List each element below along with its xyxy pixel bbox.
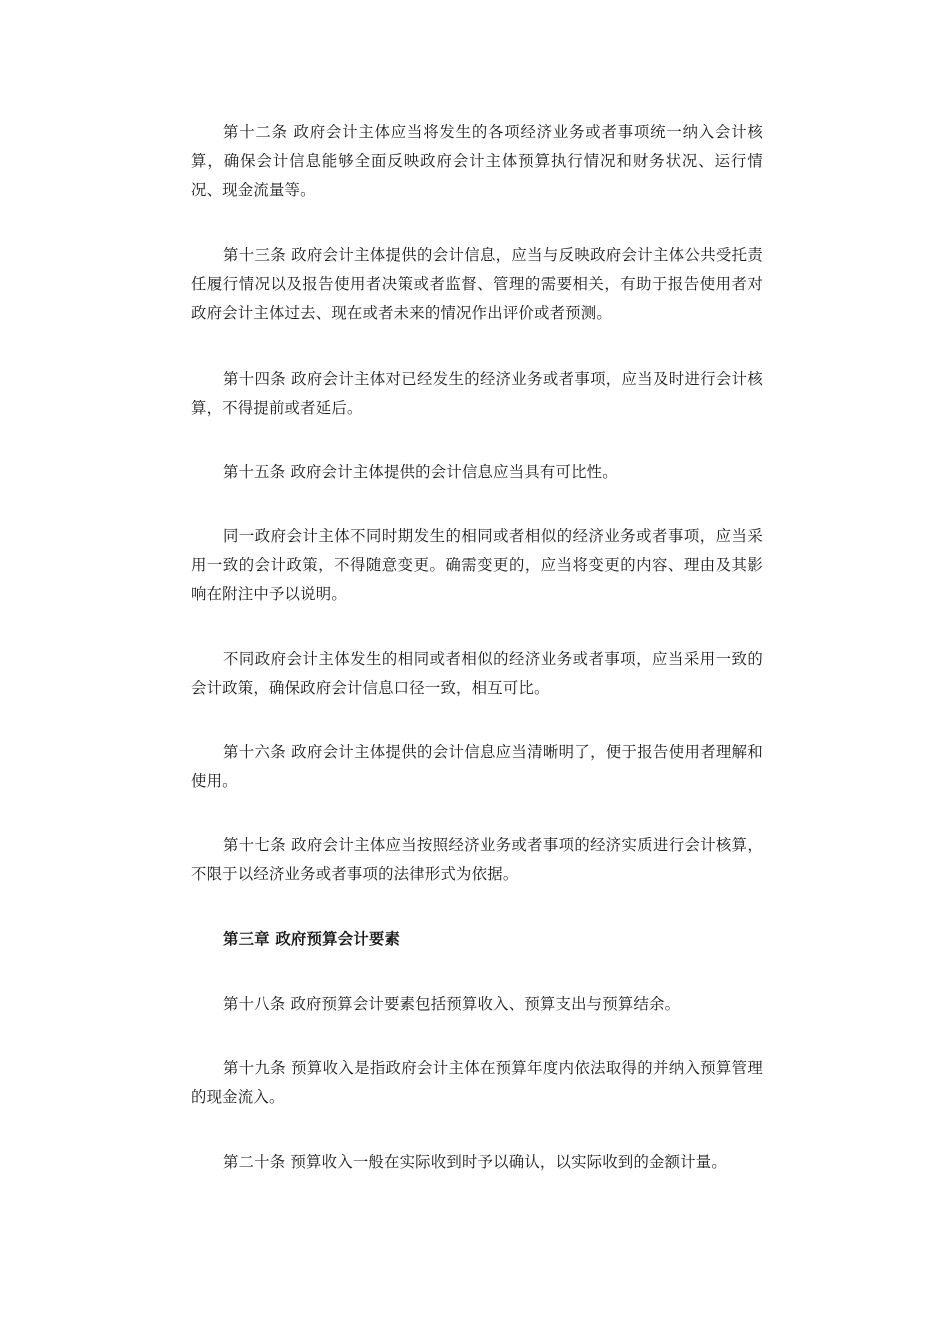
article-13-paragraph: 第十三条 政府会计主体提供的会计信息，应当与反映政府会计主体公共受托责任履行情况以及报告使用者决策或者监督、管理的需要相关，有助于报告使用者对政府会计主体过去、现在或者未来的情况作出评价或者预测。 (191, 246, 763, 322)
article-16-paragraph: 第十六条 政府会计主体提供的会计信息应当清晰明了，便于报告使用者理解和使用。 (191, 743, 763, 790)
article-12-paragraph: 第十二条 政府会计主体应当将发生的各项经济业务或者事项统一纳入会计核算，确保会计信息能够全面反映政府会计主体预算执行情况和财务状况、运行情况、现金流量等。 (191, 123, 763, 199)
article-14-paragraph: 第十四条 政府会计主体对已经发生的经济业务或者事项，应当及时进行会计核算，不得提前或者延后。 (191, 370, 763, 417)
comparability-same-entity-paragraph: 同一政府会计主体不同时期发生的相同或者相似的经济业务或者事项，应当采用一致的会计政策，不得随意变更。确需变更的，应当将变更的内容、理由及其影响在附注中予以说明。 (191, 527, 763, 603)
article-18-paragraph: 第十八条 政府预算会计要素包括预算收入、预算支出与预算结余。 (223, 995, 681, 1013)
article-19-paragraph: 第十九条 预算收入是指政府会计主体在预算年度内依法取得的并纳入预算管理的现金流入。 (191, 1059, 763, 1106)
article-17-paragraph: 第十七条 政府会计主体应当按照经济业务或者事项的经济实质进行会计核算，不限于以经济业务或者事项的法律形式为依据。 (191, 836, 763, 883)
article-15-paragraph: 第十五条 政府会计主体提供的会计信息应当具有可比性。 (223, 463, 618, 481)
chapter-3-heading: 第三章 政府预算会计要素 (223, 930, 401, 948)
article-20-paragraph: 第二十条 预算收入一般在实际收到时予以确认，以实际收到的金额计量。 (223, 1153, 727, 1171)
comparability-different-entities-paragraph: 不同政府会计主体发生的相同或者相似的经济业务或者事项，应当采用一致的会计政策，确保政府会计信息口径一致，相互可比。 (191, 650, 763, 697)
